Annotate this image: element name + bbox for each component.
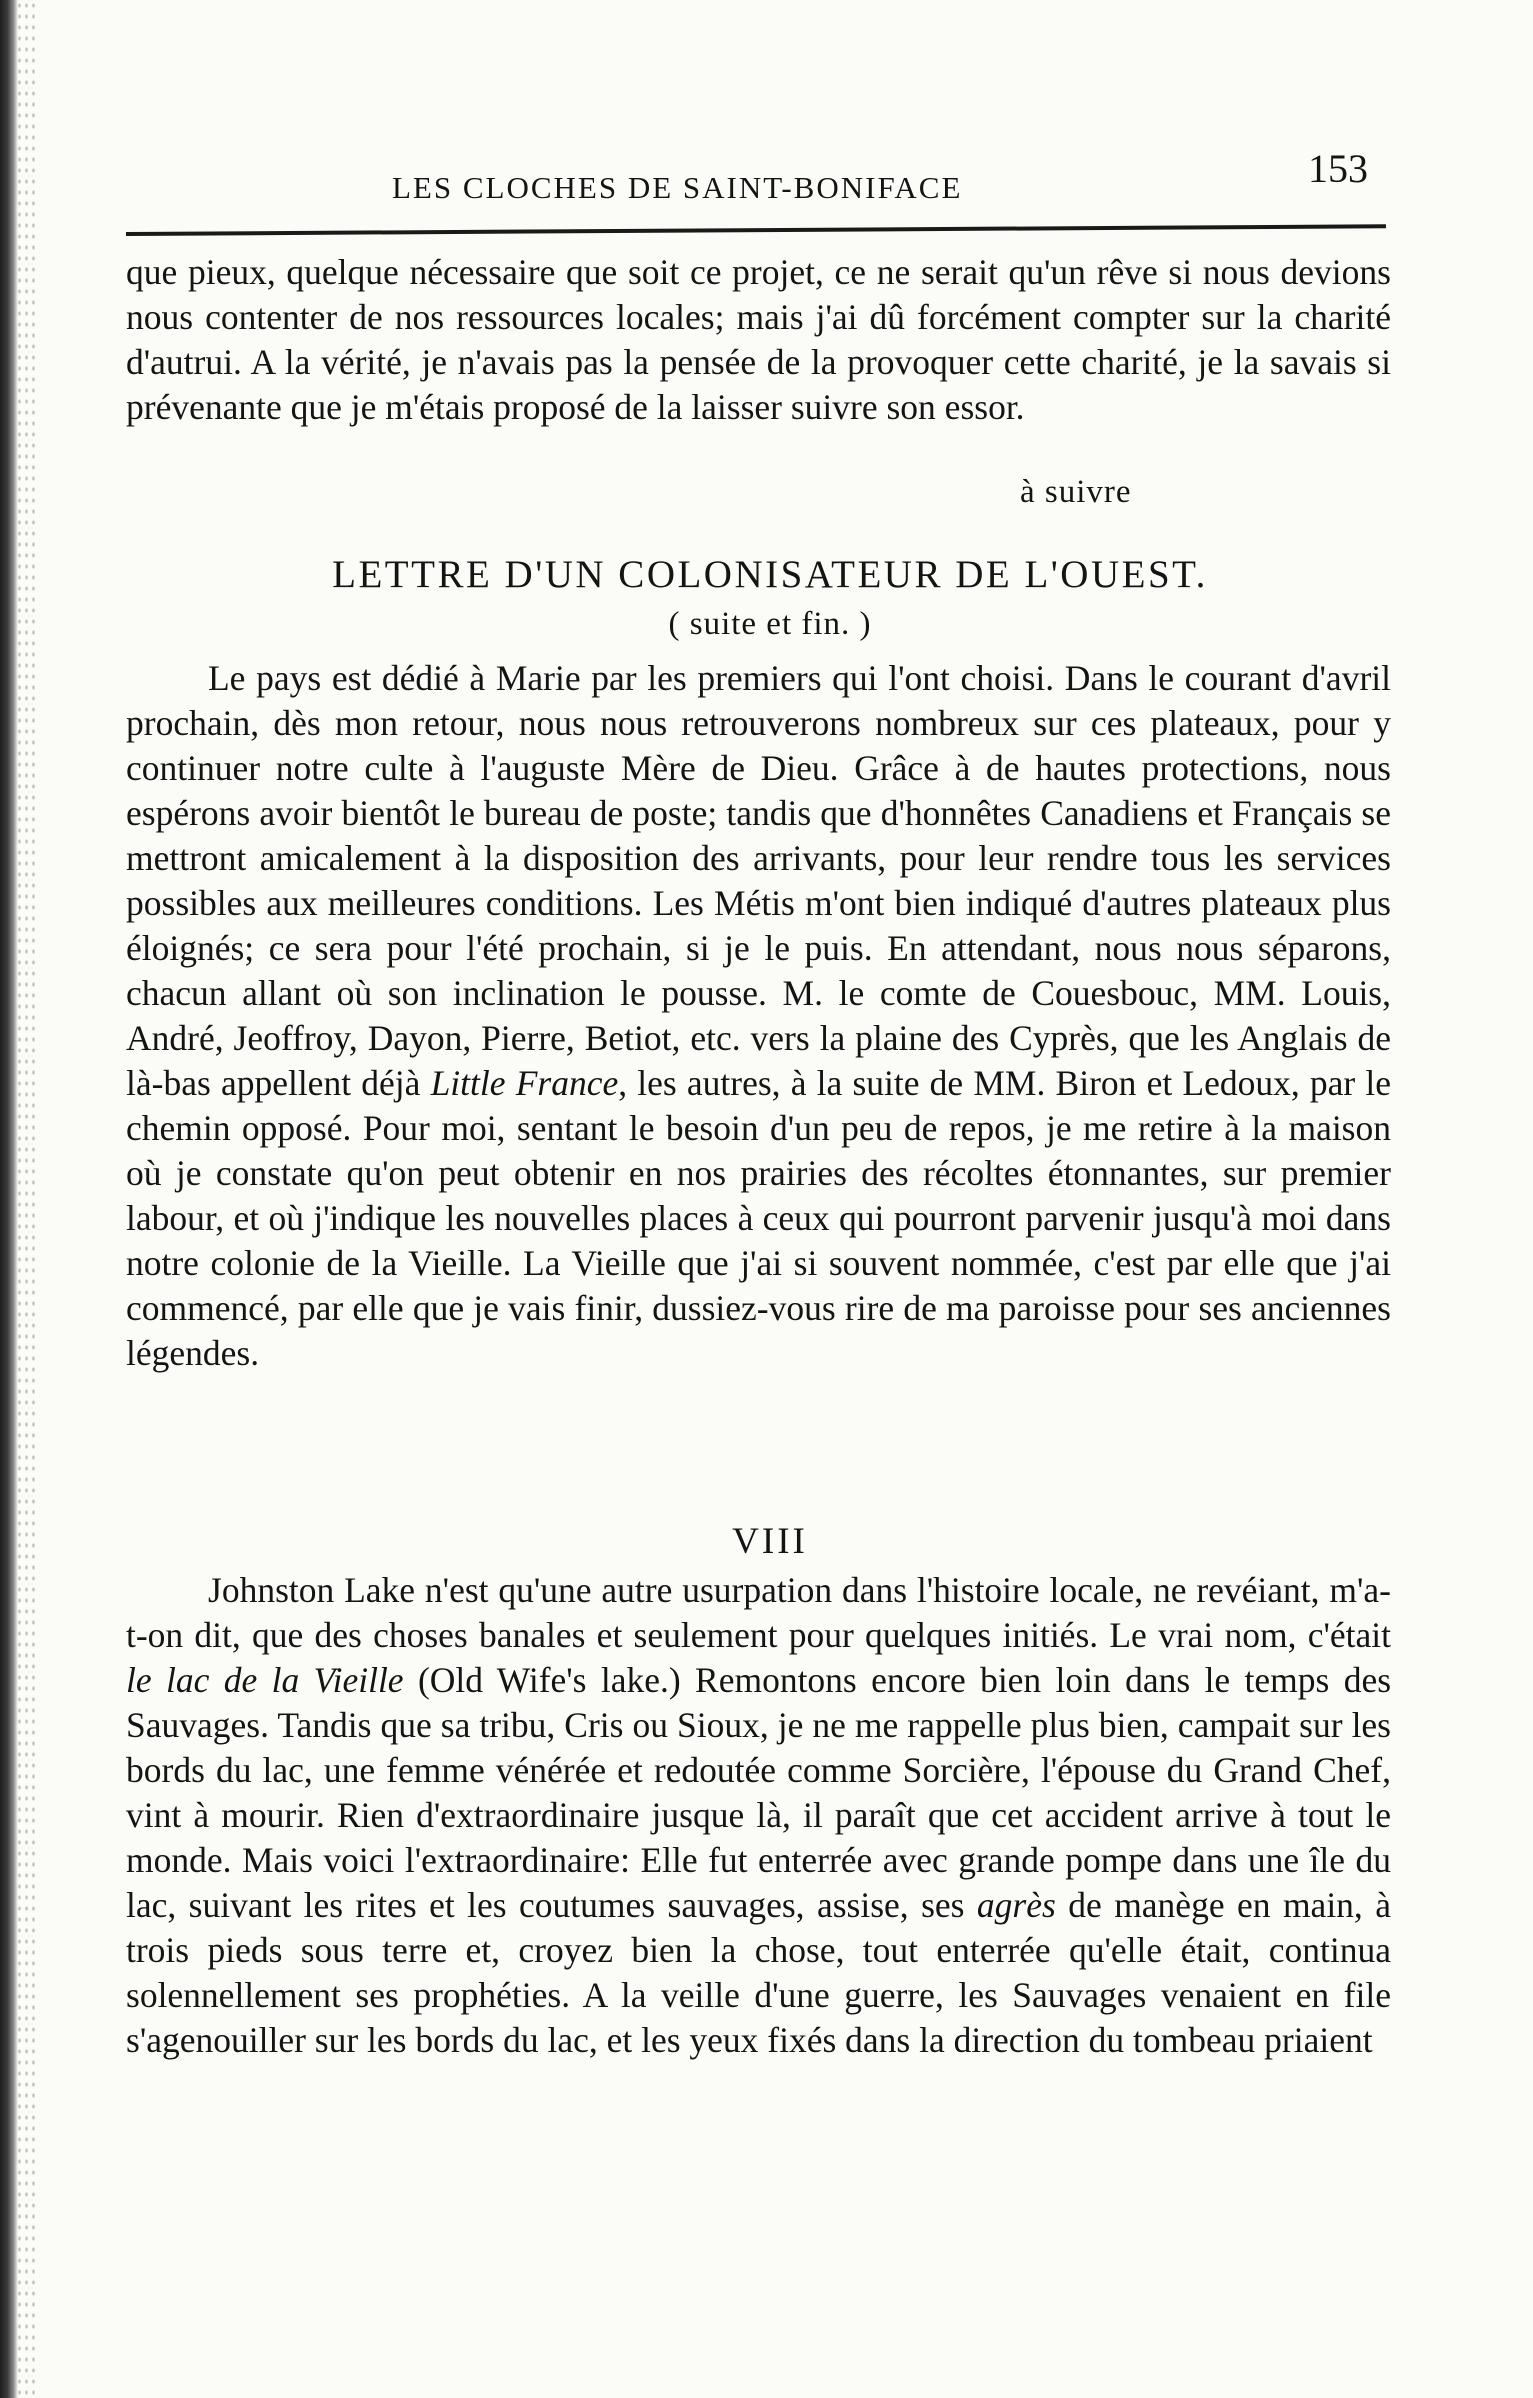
letter-paragraph <box>126 656 1391 1376</box>
letter-body <box>126 656 1391 1376</box>
page-edge-specks <box>16 0 38 2398</box>
letter-italic-phrase: Little France <box>430 1063 619 1103</box>
chapter-italic-1: le lac de la Vieille <box>126 1660 404 1700</box>
chapter-numeral: VIII <box>732 1521 808 1562</box>
chapter-paragraph <box>126 1568 1391 2063</box>
letter-title: LETTRE D'UN COLONISATEUR DE L'OUEST. <box>332 553 1208 596</box>
letter-subtitle: ( suite et fin. ) <box>668 606 872 642</box>
letter-text: Le pays est dédié à Marie par les premiers qui l'ont choisi. Dans le courant d'avril prochain, dès mon retour, nous nous retrouverons nombreux sur ces plateaux, pour y continuer notre culte à l'auguste Mère de Dieu. Grâce à de hautes protections, nous espérons avoir bientôt le bureau de poste; tandis que d'honnêtes Canadiens et Français se mettront amicalement à la disposition des arrivants, pour leur rendre tous les services possibles aux meilleures conditions. Les Métis m'ont bien indiqué d'autres plateaux plus éloignés; ce sera pour l'été prochain, si je le puis. En attendant, nous nous séparons, chacun allant où son inclination le pousse. M. le comte de Couesbouc, MM. Louis, André, Jeoffroy, Dayon, Pierre, Betiot, etc. vers la plaine des Cyprès, que les Anglais de là-bas appellent déjà <box>126 658 1391 1103</box>
running-title: LES CLOCHES DE SAINT-BONIFACE <box>392 170 963 205</box>
chapter-text-2: (Old Wife's lake.) Remontons encore bien loin dans le temps des Sauvages. Tandis que sa tribu, Cris ou Sioux, je ne me rappelle plus bien, campait sur les bords du lac, une femme vénérée et redoutée comme Sorcière, l'épouse du Grand Chef, vint à mourir. Rien d'extraordinaire jusque là, il paraît que cet accident arrive à tout le monde. Mais voici l'extraordinaire: Elle fut enterrée avec grande pompe dans une île du lac, suivant les rites et les coutumes sauvages, assise, ses <box>126 1660 1392 1925</box>
letter-text-end: , les autres, à la suite de MM. Biron et Ledoux, par le chemin opposé. Pour moi, sentant le besoin d'un peu de repos, je me retire à la maison où je constate qu'on peut obtenir en nos prairies des récoltes étonnantes, sur premier labour, et où j'indique les nouvelles places à ceux qui pourront parvenir jusqu'à moi dans notre colonie de la Vieille. La Vieille que j'ai si souvent nommée, c'est par elle que j'ai commencé, par elle que je vais finir, dussiez-vous rire de ma paroisse pour ses anciennes légendes. <box>126 1063 1392 1373</box>
header-rule <box>126 224 1386 236</box>
page-number: 153 <box>1308 146 1368 191</box>
continued-paragraph: que pieux, quelque nécessaire que soit ce projet, ce ne serait qu'un rêve si nous devions nous contenter de nos ressources locales; mais j'ai dû forcément compter sur la charité d'autrui. A la vérité, je n'avais pas la pensée de la provoquer cette charité, je la savais si prévenante que je m'étais proposé de la laisser suivre son essor. <box>126 252 1391 427</box>
continuation-note: à suivre <box>1020 474 1132 510</box>
continued-paragraph-block <box>126 250 1391 430</box>
chapter-italic-2: agrès <box>976 1885 1056 1925</box>
chapter-body <box>126 1568 1391 2063</box>
chapter-text-3: de manège en main, à trois pieds sous terre et, croyez bien la chose, tout enterrée qu'elle était, continua solennellement ses prophéties. A la veille d'une guerre, les Sauvages venaient en file s'agenouiller sur les bords du lac, et les yeux fixés dans la direction du tombeau priaient <box>126 1885 1391 2060</box>
chapter-text-1: Johnston Lake n'est qu'une autre usurpation dans l'histoire locale, ne revéiant, m'a-t-on dit, que des choses banales et seulement pour quelques initiés. Le vrai nom, c'était <box>126 1570 1391 1655</box>
